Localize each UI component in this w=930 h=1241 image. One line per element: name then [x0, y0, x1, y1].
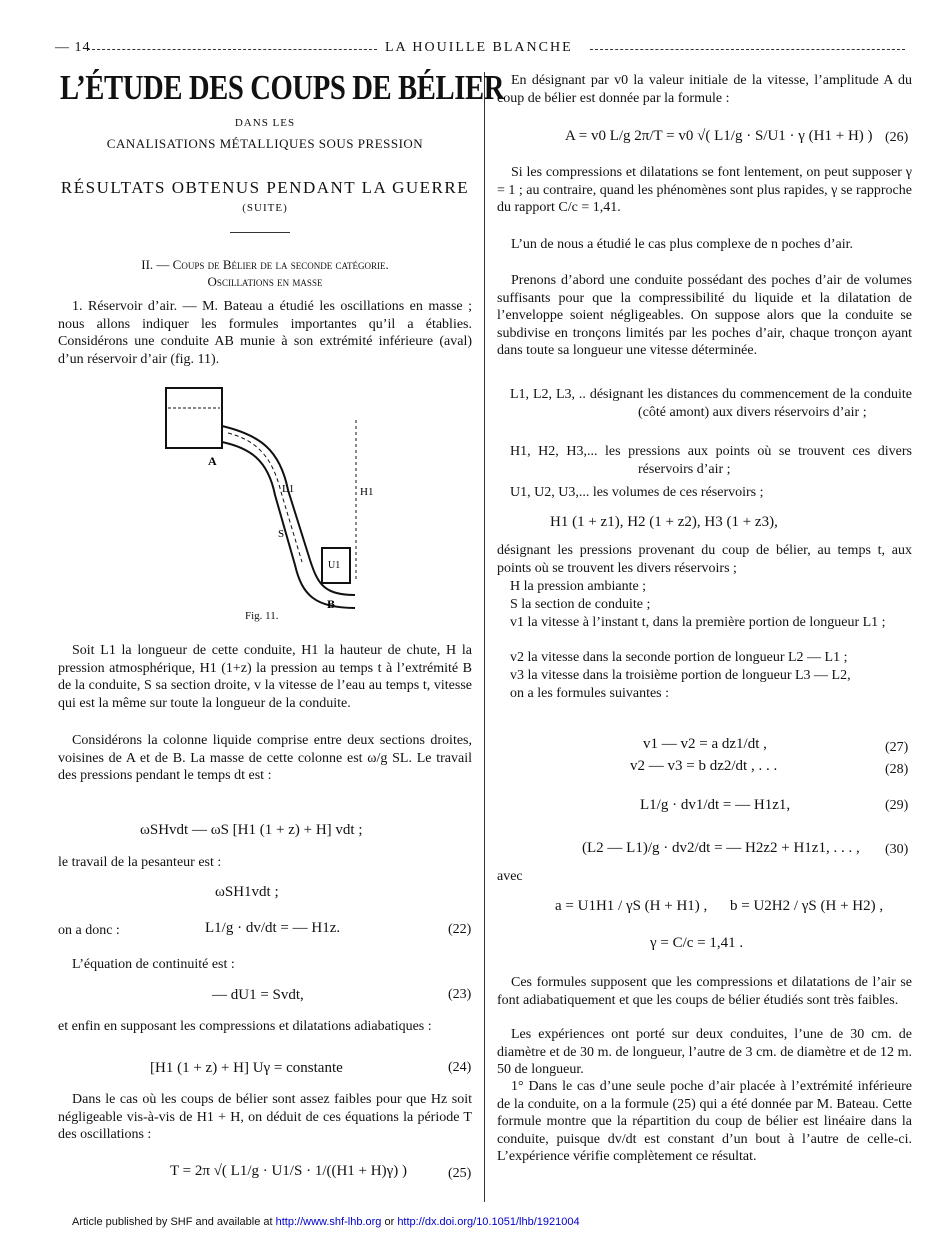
paragraph: on a donc : — [58, 923, 120, 938]
label-B: B — [327, 597, 336, 611]
page-number: — 14 — [55, 40, 91, 55]
equation-work: ωSHvdt — ωS [H1 (1 + z) + H] vdt ; — [140, 822, 363, 838]
footer — [72, 1216, 580, 1228]
title-dans: DANS LES — [234, 117, 296, 129]
journal-title: LA HOUILLE BLANCHE — [385, 40, 573, 55]
equation-gamma: γ = C/c = 1,41 . — [650, 935, 744, 951]
paragraph: L’un de nous a étudié le cas plus complexe de n poches d’air. — [511, 237, 853, 252]
label-A: A — [208, 454, 217, 468]
paragraph: Prenons d’abord une conduite possédant des poches d’air de volumes suffisants pour que la compressibilité du liquide et la dilatation de l’enveloppe soient négligeables. On suppose alors que la conduite se subdivise en tronçons limités par les poches d’air, chaque tronçon ayant dans toute sa longueur une vitesse déterminée. — [497, 273, 912, 358]
paragraph: désignant les pressions provenant du coup de bélier, au temps t, aux points où se trouvent les divers réservoirs ; — [497, 543, 912, 576]
equation-number: (22) — [448, 922, 472, 937]
paragraph: Considérons la colonne liquide comprise entre deux sections droites, voisines de A et de B. La masse de cette colonne est ω/g SL. Le travail des pressions pendant le temps dt est : — [58, 733, 472, 783]
definition-item: v2 la vitesse dans la seconde portion de longueur L2 — L1 ; — [510, 650, 848, 665]
definition-item: v3 la vitesse dans la troisième portion de longueur L3 — L2, — [510, 668, 851, 683]
header-rule-right — [590, 49, 905, 50]
definition-item: H la pression ambiante ; — [510, 579, 647, 594]
paragraph: En désignant par v0 la valeur initiale de la vitesse, l’amplitude A du coup de bélier est donnée par la formule : — [497, 73, 912, 106]
equation-number: (29) — [885, 798, 909, 813]
title-rule — [230, 232, 290, 233]
column-divider — [484, 72, 485, 1202]
article-title: L’ÉTUDE DES COUPS DE BÉLIER — [60, 68, 505, 107]
footer-text: Article published by SHF and available at — [72, 1216, 276, 1228]
footer-link-shf[interactable]: http://www.shf-lhb.org — [275, 1216, 382, 1228]
paragraph: le travail de la pesanteur est : — [58, 855, 222, 870]
definition-item: v1 la vitesse à l’instant t, dans la première portion de longueur L1 ; — [510, 615, 886, 630]
equation-number: (27) — [885, 740, 909, 755]
avec-label: avec — [497, 869, 523, 884]
equation-a: a = U1H1 / γS (H + H1) , — [555, 898, 708, 914]
paragraph: 1. Réservoir d’air. — M. Bateau a étudié les oscillations en masse ; nous allons indiquer les formules importantes qu’il a établies. Considérons une conduite AB munie à son extrémité inférieure (aval) d’un réservoir d’air (fig. 11). — [58, 299, 472, 367]
footer-link-doi[interactable]: http://dx.doi.org/10.1051/lhb/1921004 — [397, 1216, 580, 1228]
equation-25: T = 2π √( L1/g · U1/S · 1/((H1 + H)γ) ) — [170, 1163, 407, 1179]
equation-b: b = U2H2 / γS (H + H2) , — [730, 898, 884, 914]
header-rule-left — [87, 49, 377, 50]
definition-item: S la section de conduite ; — [510, 597, 651, 612]
paragraph: Soit L1 la longueur de cette conduite, H1 la hauteur de chute, H la pression atmosphérique, H1 (1+z) la pression au temps t à l’extrémité B de la conduite, S sa section droite, v la vitesse de l’eau au temps t, vitesse qui est la même sur toute la longueur de la conduite. — [58, 643, 472, 711]
equation-30: (L2 — L1)/g · dv2/dt = — H2z2 + H1z1, . . . , — [582, 840, 860, 856]
label-H1: H1 — [360, 486, 374, 498]
definition-list-item: H1, H2, H3,... les pressions aux points où se trouvent ces divers réservoirs d’air ; — [510, 444, 912, 477]
equation-number: (23) — [448, 987, 472, 1002]
subtitle-suite: (SUITE) — [242, 202, 288, 214]
label-L1: L1 — [282, 483, 295, 495]
equation-29: L1/g · dv1/dt = — H1z1, — [640, 797, 791, 813]
equation-number: (28) — [885, 762, 909, 777]
title-canalisations: CANALISATIONS MÉTALLIQUES SOUS PRESSION — [106, 136, 424, 151]
figure-caption: Fig. 11. — [245, 610, 279, 622]
paragraph: 1° Dans le cas d’une seule poche d’air placée à l’extrémité inférieure de la conduite, on a la formule (25) qui a été donnée par M. Bateau. Cette formule montre que la répartition du coup de bélier est linéaire dans la conduite, puisque dv/dt est constant d’un bout à l’autre de celle-ci. L’expérience vérifie complètement ce résultat. — [497, 1079, 912, 1164]
equation-24: [H1 (1 + z) + H] Uγ = constante — [150, 1060, 343, 1076]
figure-11 — [150, 380, 380, 620]
upper-reservoir — [166, 388, 222, 448]
equation-number: (24) — [448, 1060, 472, 1075]
paragraph: Dans le cas où les coups de bélier sont assez faibles pour que Hz soit négligeable vis-à-vis de H1 + H, on déduit de ces équations la période T des oscillations : — [58, 1092, 472, 1142]
section-subheading: Oscillations en masse — [207, 274, 323, 289]
paragraph: Les expériences ont porté sur deux conduites, l’une de 30 cm. de diamètre et de 30 m. de longueur, l’autre de 3 cm. de diamètre et de 12 m. 50 de longueur. — [497, 1027, 912, 1077]
label-S: S — [278, 528, 285, 540]
definition-list-item: L1, L2, L3, .. désignant les distances du commencement de la conduite (côté amont) aux divers réservoirs d’air ; — [510, 387, 912, 420]
equation-number: (25) — [448, 1166, 472, 1181]
label-U1: U1 — [328, 560, 341, 571]
paragraph: et enfin en supposant les compressions et dilatations adiabatiques : — [58, 1019, 432, 1034]
equation-26: A = v0 L/g 2π/T = v0 √( L1/g · S/U1 · γ (H1 + H) ) — [565, 128, 873, 144]
equation-23: — dU1 = Svdt, — [212, 987, 304, 1003]
definition-list-item: U1, U2, U3,... les volumes de ces réservoirs ; — [510, 485, 764, 500]
equation-27: v1 — v2 = a dz1/dt , — [643, 736, 767, 752]
footer-or: or — [381, 1216, 398, 1228]
equation-22: L1/g · dv/dt = — H1z. — [205, 920, 341, 936]
paragraph: Ces formules supposent que les compressions et dilatations de l’air se font adiabatiquement et que les coups de bélier étudiés sont très faibles. — [497, 975, 912, 1008]
paragraph: L’équation de continuité est : — [72, 957, 235, 972]
paragraph: Si les compressions et dilatations se font lentement, on peut supposer γ = 1 ; au contraire, quand les phénomènes sont plus rapides, γ se rapproche du rapport C/c = 1,41. — [497, 165, 912, 215]
definition-item: on a les formules suivantes : — [510, 686, 670, 701]
equation-28: v2 — v3 = b dz2/dt , . . . — [630, 758, 778, 774]
equation-pressures: H1 (1 + z1), H2 (1 + z2), H3 (1 + z3), — [550, 514, 778, 530]
equation-number: (26) — [885, 130, 909, 145]
subtitle: RÉSULTATS OBTENUS PENDANT LA GUERRE — [60, 178, 470, 197]
section-heading: II. — Coups de Bélier de la seconde catégorie. — [141, 257, 389, 272]
equation-number: (30) — [885, 842, 909, 857]
equation-gravity: ωSH1vdt ; — [215, 884, 279, 900]
